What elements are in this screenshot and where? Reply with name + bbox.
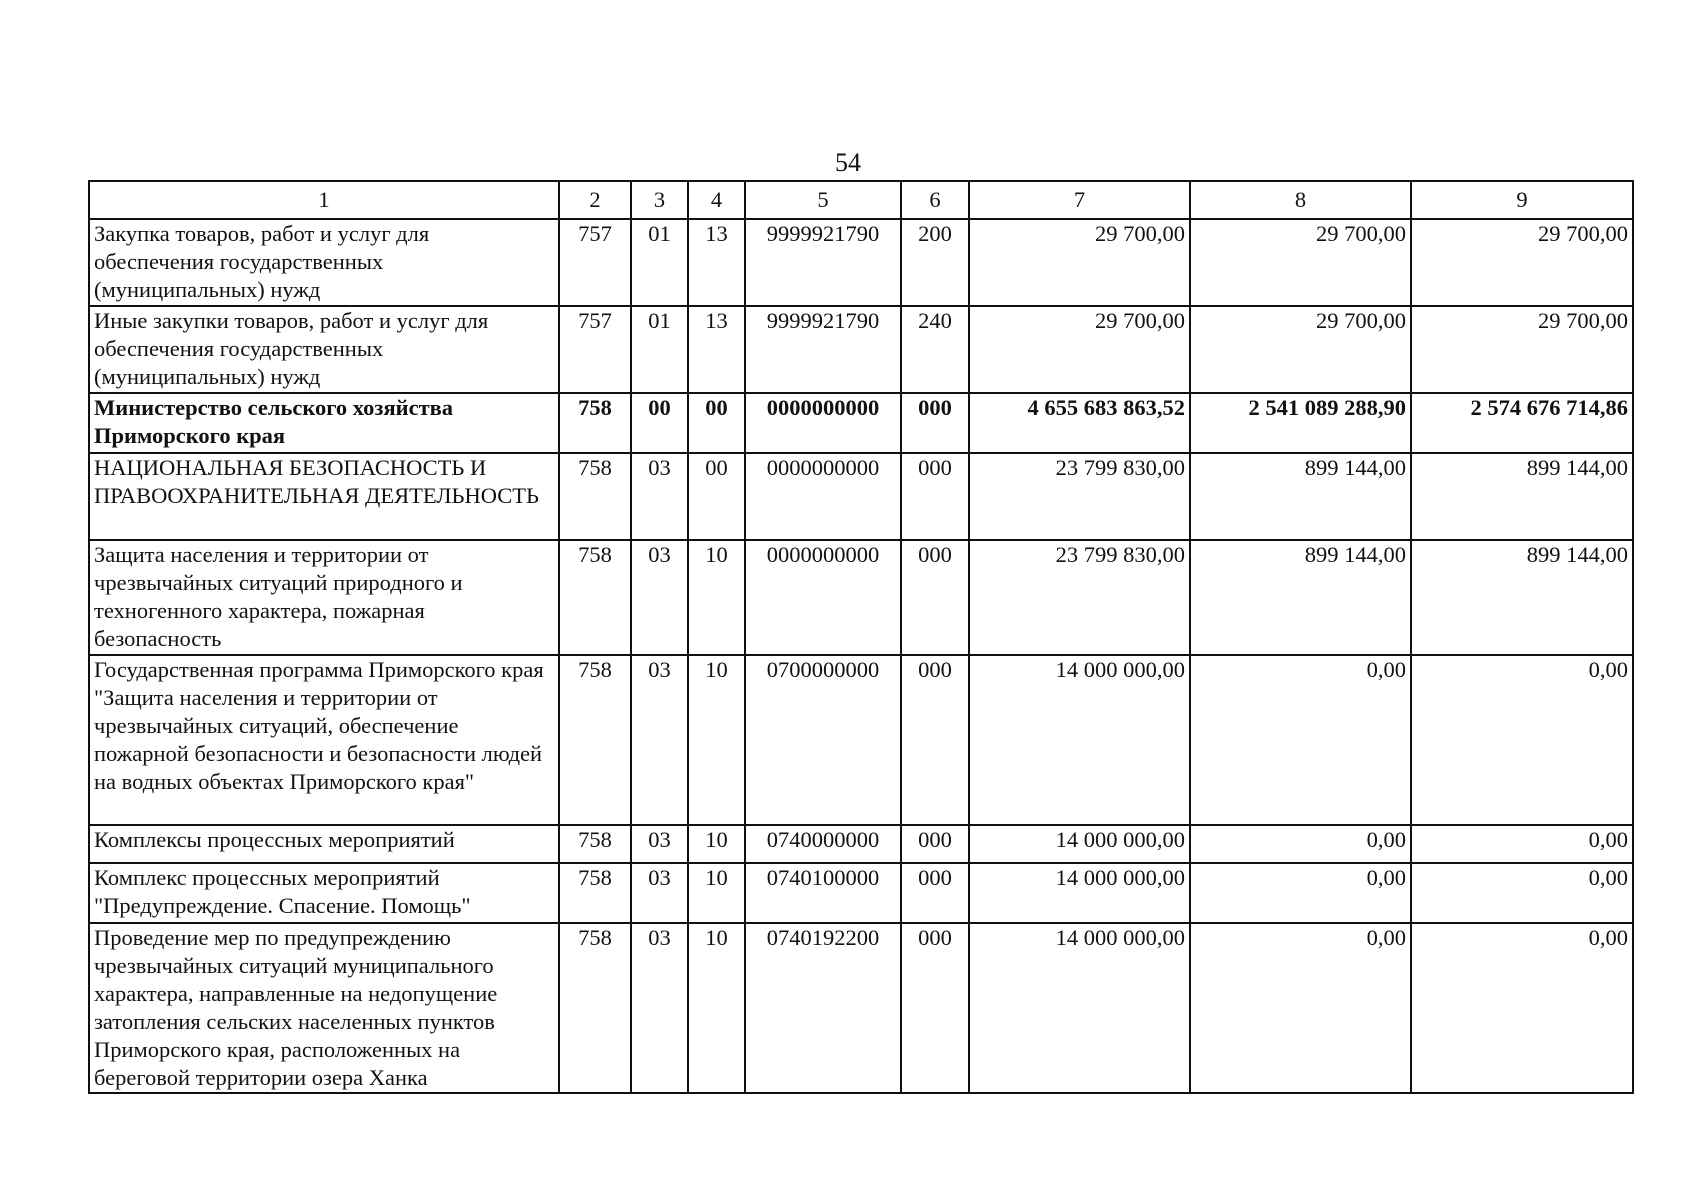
column-header: 9 (1411, 181, 1633, 219)
row-expense-type-code: 000 (901, 453, 969, 540)
row-expense-type-code: 000 (901, 863, 969, 923)
row-target-code: 0000000000 (745, 540, 901, 655)
row-expense-type-code: 240 (901, 306, 969, 393)
row-subsection-code: 10 (688, 540, 745, 655)
row-subsection-code: 13 (688, 306, 745, 393)
page-number: 54 (835, 148, 861, 177)
row-subsection-code: 10 (688, 923, 745, 1093)
row-target-code: 9999921790 (745, 219, 901, 306)
row-target-code: 0700000000 (745, 655, 901, 825)
row-name: Министерство сельского хозяйства Приморского края (89, 393, 559, 453)
row-name: Комплексы процессных мероприятий (89, 825, 559, 863)
row-ministry-code: 758 (559, 540, 631, 655)
table-row (89, 655, 1633, 825)
row-amount-col8: 899 144,00 (1190, 540, 1411, 655)
row-section-code: 03 (631, 453, 688, 540)
row-amount-col7: 4 655 683 863,52 (969, 393, 1190, 453)
row-amount-col9: 0,00 (1411, 655, 1633, 825)
row-amount-col7: 29 700,00 (969, 306, 1190, 393)
row-name: Защита населения и территории от чрезвычайных ситуаций природного и техногенного характера, пожарная безопасность (89, 540, 559, 655)
column-header: 6 (901, 181, 969, 219)
row-section-code: 01 (631, 306, 688, 393)
row-ministry-code: 758 (559, 923, 631, 1093)
column-header: 1 (89, 181, 559, 219)
row-section-code: 03 (631, 655, 688, 825)
table-row (89, 863, 1633, 923)
row-amount-col8: 29 700,00 (1190, 219, 1411, 306)
row-amount-col9: 899 144,00 (1411, 453, 1633, 540)
row-subsection-code: 10 (688, 825, 745, 863)
row-expense-type-code: 000 (901, 393, 969, 453)
column-header: 8 (1190, 181, 1411, 219)
row-target-code: 0000000000 (745, 393, 901, 453)
column-header: 4 (688, 181, 745, 219)
row-target-code: 9999921790 (745, 306, 901, 393)
row-section-code: 01 (631, 219, 688, 306)
table-row (89, 825, 1633, 863)
row-section-code: 03 (631, 540, 688, 655)
column-header: 2 (559, 181, 631, 219)
table-row (89, 306, 1633, 393)
row-subsection-code: 00 (688, 393, 745, 453)
column-number-row (89, 181, 1633, 219)
column-header: 5 (745, 181, 901, 219)
row-amount-col8: 2 541 089 288,90 (1190, 393, 1411, 453)
row-amount-col8: 899 144,00 (1190, 453, 1411, 540)
row-amount-col7: 29 700,00 (969, 219, 1190, 306)
column-header: 7 (969, 181, 1190, 219)
row-ministry-code: 757 (559, 219, 631, 306)
row-amount-col8: 0,00 (1190, 825, 1411, 863)
row-subsection-code: 00 (688, 453, 745, 540)
row-name: Закупка товаров, работ и услуг для обеспечения государственных (муниципальных) нужд (89, 219, 559, 306)
row-target-code: 0740000000 (745, 825, 901, 863)
row-amount-col7: 14 000 000,00 (969, 655, 1190, 825)
row-name: Комплекс процессных мероприятий "Предупреждение. Спасение. Помощь" (89, 863, 559, 923)
row-expense-type-code: 000 (901, 655, 969, 825)
row-ministry-code: 758 (559, 863, 631, 923)
row-name: Государственная программа Приморского края "Защита населения и территории от чрезвычайных ситуаций, обеспечение пожарной безопасности и безопасности людей на водных объектах Приморского края" (89, 655, 559, 825)
row-subsection-code: 13 (688, 219, 745, 306)
row-amount-col9: 29 700,00 (1411, 306, 1633, 393)
row-target-code: 0740192200 (745, 923, 901, 1093)
row-expense-type-code: 200 (901, 219, 969, 306)
table-row (89, 393, 1633, 453)
row-ministry-code: 757 (559, 306, 631, 393)
row-section-code: 00 (631, 393, 688, 453)
row-expense-type-code: 000 (901, 825, 969, 863)
table-row (89, 540, 1633, 655)
row-ministry-code: 758 (559, 825, 631, 863)
row-amount-col7: 23 799 830,00 (969, 540, 1190, 655)
row-target-code: 0740100000 (745, 863, 901, 923)
row-amount-col7: 14 000 000,00 (969, 825, 1190, 863)
table-row (89, 923, 1633, 1093)
row-section-code: 03 (631, 825, 688, 863)
table-row (89, 219, 1633, 306)
row-section-code: 03 (631, 923, 688, 1093)
row-amount-col7: 14 000 000,00 (969, 863, 1190, 923)
row-amount-col8: 29 700,00 (1190, 306, 1411, 393)
row-amount-col8: 0,00 (1190, 863, 1411, 923)
row-amount-col9: 2 574 676 714,86 (1411, 393, 1633, 453)
row-section-code: 03 (631, 863, 688, 923)
table-row (89, 453, 1633, 540)
row-subsection-code: 10 (688, 655, 745, 825)
row-name: Иные закупки товаров, работ и услуг для обеспечения государственных (муниципальных) нужд (89, 306, 559, 393)
row-subsection-code: 10 (688, 863, 745, 923)
row-amount-col7: 23 799 830,00 (969, 453, 1190, 540)
row-amount-col9: 0,00 (1411, 863, 1633, 923)
row-name: НАЦИОНАЛЬНАЯ БЕЗОПАСНОСТЬ И ПРАВООХРАНИТЕЛЬНАЯ ДЕЯТЕЛЬНОСТЬ (89, 453, 559, 540)
row-expense-type-code: 000 (901, 540, 969, 655)
row-name: Проведение мер по предупреждению чрезвычайных ситуаций муниципального характера, направленные на недопущение затопления сельских населенных пунктов Приморского края, расположенных на береговой территории озера Ханка (89, 923, 559, 1093)
budget-table (88, 180, 1634, 1094)
column-header: 3 (631, 181, 688, 219)
row-expense-type-code: 000 (901, 923, 969, 1093)
row-amount-col7: 14 000 000,00 (969, 923, 1190, 1093)
row-amount-col9: 29 700,00 (1411, 219, 1633, 306)
row-target-code: 0000000000 (745, 453, 901, 540)
row-amount-col9: 0,00 (1411, 923, 1633, 1093)
row-ministry-code: 758 (559, 655, 631, 825)
row-amount-col8: 0,00 (1190, 655, 1411, 825)
row-amount-col9: 899 144,00 (1411, 540, 1633, 655)
row-amount-col8: 0,00 (1190, 923, 1411, 1093)
row-ministry-code: 758 (559, 393, 631, 453)
row-ministry-code: 758 (559, 453, 631, 540)
row-amount-col9: 0,00 (1411, 825, 1633, 863)
